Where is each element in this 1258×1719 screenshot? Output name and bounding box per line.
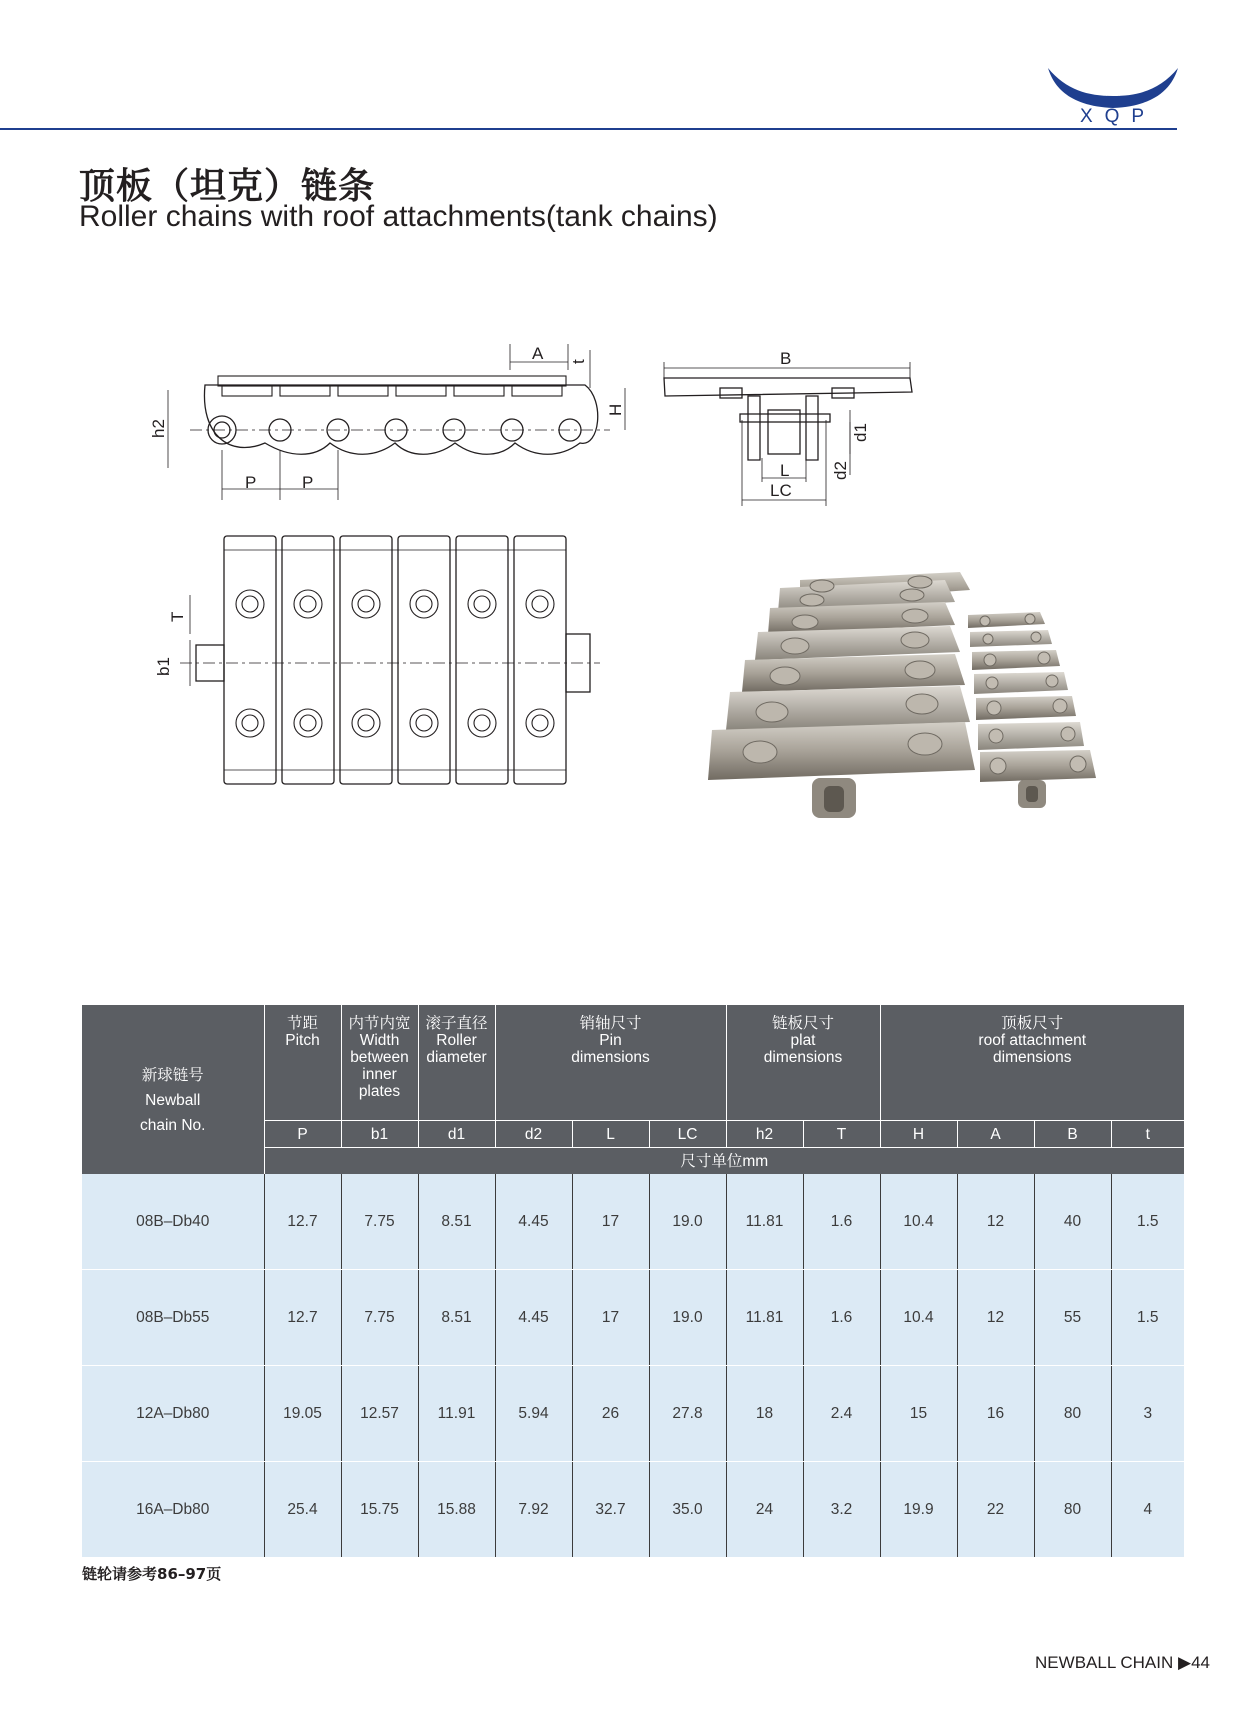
pin-group-header: 销轴尺寸 Pin dimensions: [495, 1005, 726, 1121]
value-cell: 24: [726, 1462, 803, 1558]
value-cell: 32.7: [572, 1462, 649, 1558]
header-rule: [0, 128, 1177, 130]
dim-label-t: t: [569, 359, 588, 364]
roof-group-header: 顶板尺寸 roof attachment dimensions: [880, 1005, 1184, 1121]
value-cell: 35.0: [649, 1462, 726, 1558]
value-cell: 12: [957, 1174, 1034, 1270]
product-photo: [708, 572, 1096, 818]
value-cell: 4.45: [495, 1174, 572, 1270]
value-cell: 15.88: [418, 1462, 495, 1558]
value-cell: 1.6: [803, 1174, 880, 1270]
value-cell: 4.45: [495, 1270, 572, 1366]
value-cell: 10.4: [880, 1174, 957, 1270]
value-cell: 19.0: [649, 1174, 726, 1270]
symbol-H: H: [880, 1121, 957, 1148]
value-cell: 7.92: [495, 1462, 572, 1558]
dim-label-L: L: [780, 461, 790, 480]
unit-label: 尺寸单位mm: [264, 1148, 1184, 1175]
value-cell: 25.4: [264, 1462, 341, 1558]
value-cell: 19.9: [880, 1462, 957, 1558]
value-cell: 11.81: [726, 1270, 803, 1366]
page-footer: [1035, 1653, 1210, 1673]
value-cell: 5.94: [495, 1366, 572, 1462]
dim-label-T: T: [168, 611, 187, 622]
value-cell: 19.05: [264, 1366, 341, 1462]
value-cell: 8.51: [418, 1174, 495, 1270]
value-cell: 12.57: [341, 1366, 418, 1462]
value-cell: 10.4: [880, 1270, 957, 1366]
width-column-header: 内节内宽 Width between inner plates: [341, 1005, 418, 1121]
footer-arrow-icon: ▶: [1178, 1653, 1192, 1672]
value-cell: 7.75: [341, 1174, 418, 1270]
value-cell: 1.5: [1111, 1270, 1184, 1366]
symbol-d2: d2: [495, 1121, 572, 1148]
value-cell: 1.5: [1111, 1174, 1184, 1270]
dim-label-B: B: [780, 349, 792, 368]
value-cell: 12.7: [264, 1174, 341, 1270]
value-cell: 19.0: [649, 1270, 726, 1366]
model-cell: 16A–Db80: [82, 1462, 264, 1558]
value-cell: 4: [1111, 1462, 1184, 1558]
dim-label-b1: b1: [154, 657, 173, 676]
value-cell: 2.4: [803, 1366, 880, 1462]
model-column-header: 新球链号 Newball chain No.: [82, 1005, 264, 1174]
page-number: 44: [1191, 1653, 1210, 1672]
side-view-drawing: [168, 344, 625, 500]
value-cell: 40: [1034, 1174, 1111, 1270]
table-row: [82, 1366, 1184, 1462]
value-cell: 80: [1034, 1462, 1111, 1558]
value-cell: 3.2: [803, 1462, 880, 1558]
sprocket-reference-note: 链轮请参考86–97页: [82, 1565, 222, 1583]
model-cell: 12A–Db80: [82, 1366, 264, 1462]
symbol-b1: b1: [341, 1121, 418, 1148]
roller-column-header: 滚子直径 Roller diameter: [418, 1005, 495, 1121]
value-cell: 11.81: [726, 1174, 803, 1270]
model-cell: 08B–Db55: [82, 1270, 264, 1366]
value-cell: 3: [1111, 1366, 1184, 1462]
symbol-LC: LC: [649, 1121, 726, 1148]
table-row: [82, 1270, 1184, 1366]
page-title-cn: 顶板（坦克）链条: [79, 166, 376, 207]
logo-text: XQP: [1079, 106, 1157, 127]
value-cell: 80: [1034, 1366, 1111, 1462]
symbol-L: L: [572, 1121, 649, 1148]
symbol-h2: h2: [726, 1121, 803, 1148]
pitch-column-header: 节距 Pitch: [264, 1005, 341, 1121]
footer-brand: NEWBALL CHAIN: [1035, 1653, 1174, 1672]
symbol-t: t: [1111, 1121, 1184, 1148]
symbol-d1: d1: [418, 1121, 495, 1148]
dim-label-d2: d2: [831, 461, 850, 480]
top-view-drawing: [180, 536, 600, 784]
value-cell: 12.7: [264, 1270, 341, 1366]
table-row: [82, 1174, 1184, 1270]
value-cell: 12: [957, 1270, 1034, 1366]
dim-label-A: A: [532, 344, 544, 363]
value-cell: 17: [572, 1174, 649, 1270]
value-cell: 8.51: [418, 1270, 495, 1366]
technical-drawings: [0, 340, 1258, 860]
value-cell: 22: [957, 1462, 1034, 1558]
value-cell: 55: [1034, 1270, 1111, 1366]
symbol-B: B: [1034, 1121, 1111, 1148]
table-row: [82, 1462, 1184, 1558]
value-cell: 11.91: [418, 1366, 495, 1462]
value-cell: 17: [572, 1270, 649, 1366]
dim-label-LC: LC: [770, 481, 792, 500]
value-cell: 15: [880, 1366, 957, 1462]
value-cell: 26: [572, 1366, 649, 1462]
symbol-P: P: [264, 1121, 341, 1148]
symbol-A: A: [957, 1121, 1034, 1148]
spec-table: [82, 1005, 1184, 1558]
value-cell: 16: [957, 1366, 1034, 1462]
dim-label-P2: P: [302, 473, 314, 492]
value-cell: 7.75: [341, 1270, 418, 1366]
model-cell: 08B–Db40: [82, 1174, 264, 1270]
value-cell: 27.8: [649, 1366, 726, 1462]
dim-label-H: H: [606, 403, 625, 416]
dim-label-h2: h2: [149, 419, 168, 438]
symbol-T: T: [803, 1121, 880, 1148]
plat-group-header: 链板尺寸 plat dimensions: [726, 1005, 880, 1121]
value-cell: 1.6: [803, 1270, 880, 1366]
page-title-en: Roller chains with roof attachments(tank chains): [79, 200, 718, 233]
value-cell: 15.75: [341, 1462, 418, 1558]
dim-label-d1: d1: [851, 423, 870, 442]
dim-label-P1: P: [245, 473, 257, 492]
value-cell: 18: [726, 1366, 803, 1462]
